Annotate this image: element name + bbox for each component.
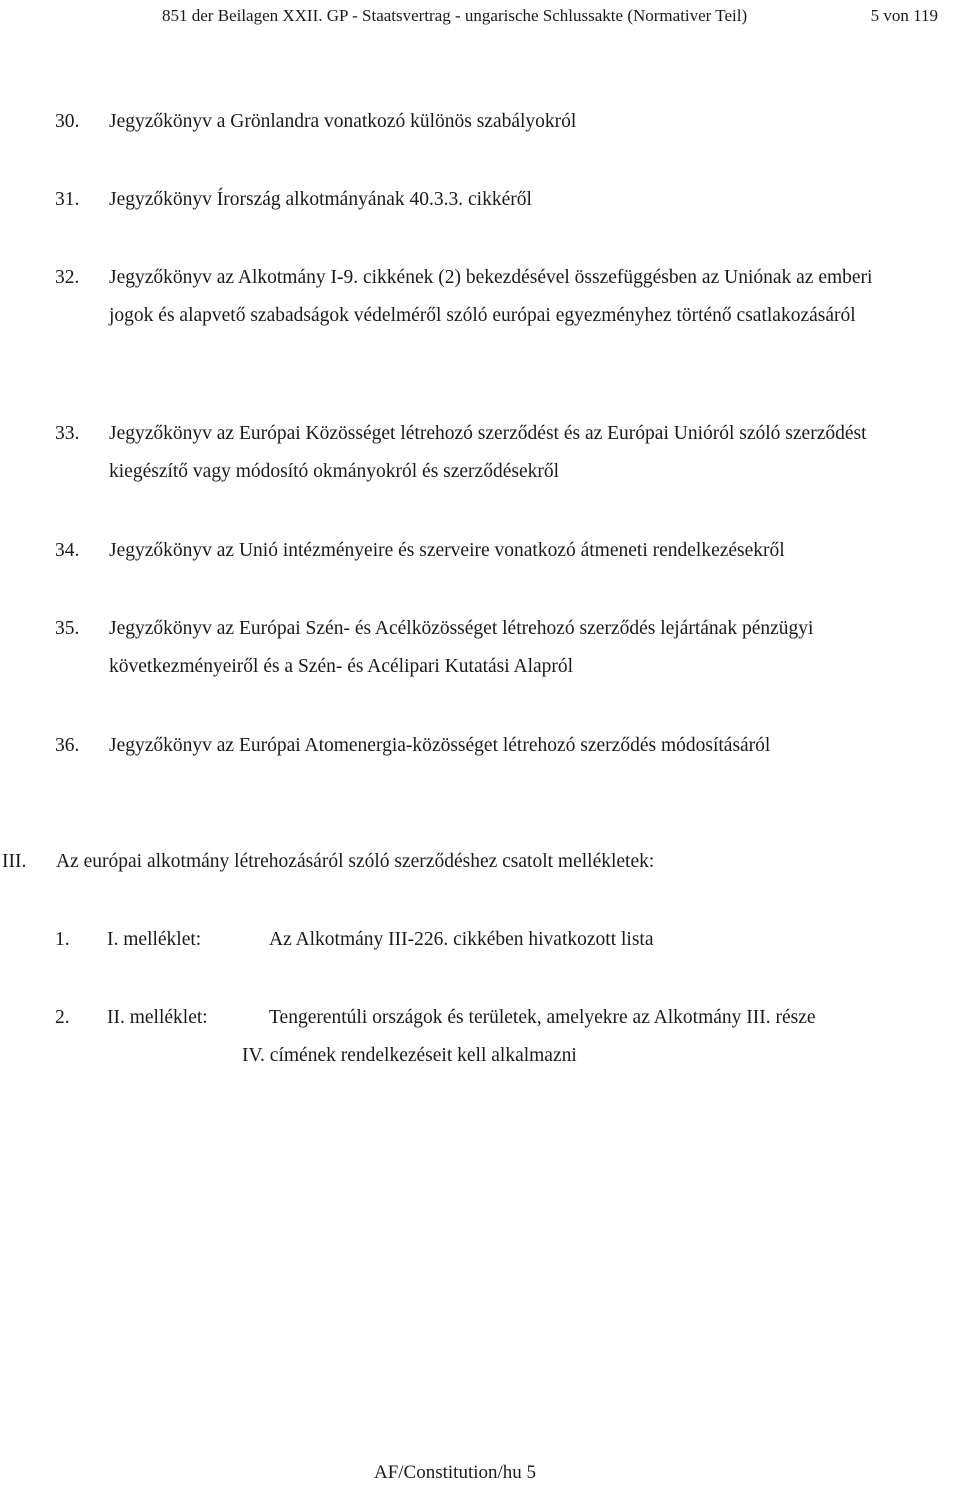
protocol-text: Jegyzőkönyv a Grönlandra vonatkozó különös szabályokról (109, 111, 577, 132)
section-number: III. (2, 851, 27, 872)
annex-label: II. melléklet: (107, 1007, 208, 1028)
annex-number: 1. (55, 929, 70, 950)
annex-title: Tengerentúli országok és területek, amelyekre az Alkotmány III. része (269, 1007, 816, 1028)
protocol-text: Jegyzőkönyv Írország alkotmányának 40.3.3. cikkéről (109, 189, 532, 210)
protocol-number: 32. (55, 267, 80, 288)
page-footer: AF/Constitution/hu 5 (373, 1462, 537, 1483)
protocol-item (55, 610, 915, 686)
header-page-number: 5 von 119 (870, 6, 938, 25)
protocol-number: 31. (55, 189, 80, 210)
protocol-item (55, 181, 915, 219)
protocol-item (55, 532, 915, 570)
section-title: Az európai alkotmány létrehozásáról szóló szerződéshez csatolt mellékletek: (56, 851, 655, 872)
annex-title: Az Alkotmány III-226. cikkében hivatkozott lista (269, 929, 654, 950)
protocol-text: Jegyzőkönyv az Európai Közösséget létrehozó szerződést és az Európai Unióról szóló szerződést kiegészítő vagy módosító okmányokról és szerződésekről (109, 423, 867, 482)
protocol-text: Jegyzőkönyv az Európai Atomenergia-közösséget létrehozó szerződés módosításáról (109, 735, 771, 756)
protocol-text: Jegyzőkönyv az Alkotmány I-9. cikkének (2) bekezdésével összefüggésben az Uniónak az emberi jogok és alapvető szabadságok védelméről szóló európai egyezményhez történő csatlakozásáról (109, 267, 873, 326)
protocol-number: 30. (55, 111, 80, 132)
protocol-number: 35. (55, 618, 80, 639)
protocol-number: 33. (55, 423, 80, 444)
header-document-title: 851 der Beilagen XXII. GP - Staatsvertrag - ungarische Schlussakte (Normativer Teil) (162, 6, 748, 25)
protocol-text: Jegyzőkönyv az Unió intézményeire és szerveire vonatkozó átmeneti rendelkezésekről (109, 540, 785, 561)
page-header (162, 6, 938, 26)
protocol-item (55, 415, 915, 491)
annex-label: I. melléklet: (107, 929, 202, 950)
protocol-number: 36. (55, 735, 80, 756)
protocol-item (55, 259, 915, 335)
protocol-item (55, 727, 915, 765)
protocol-number: 34. (55, 540, 80, 561)
annex-number: 2. (55, 1007, 70, 1028)
protocol-text: Jegyzőkönyv az Európai Szén- és Acélközösséget létrehozó szerződés lejártának pénzügyi következményeiről és a Szén- és Acélipari Kutatási Alapról (109, 618, 814, 677)
protocol-item (55, 103, 915, 141)
annex-title-continuation: IV. címének rendelkezéseit kell alkalmazni (242, 1045, 577, 1066)
